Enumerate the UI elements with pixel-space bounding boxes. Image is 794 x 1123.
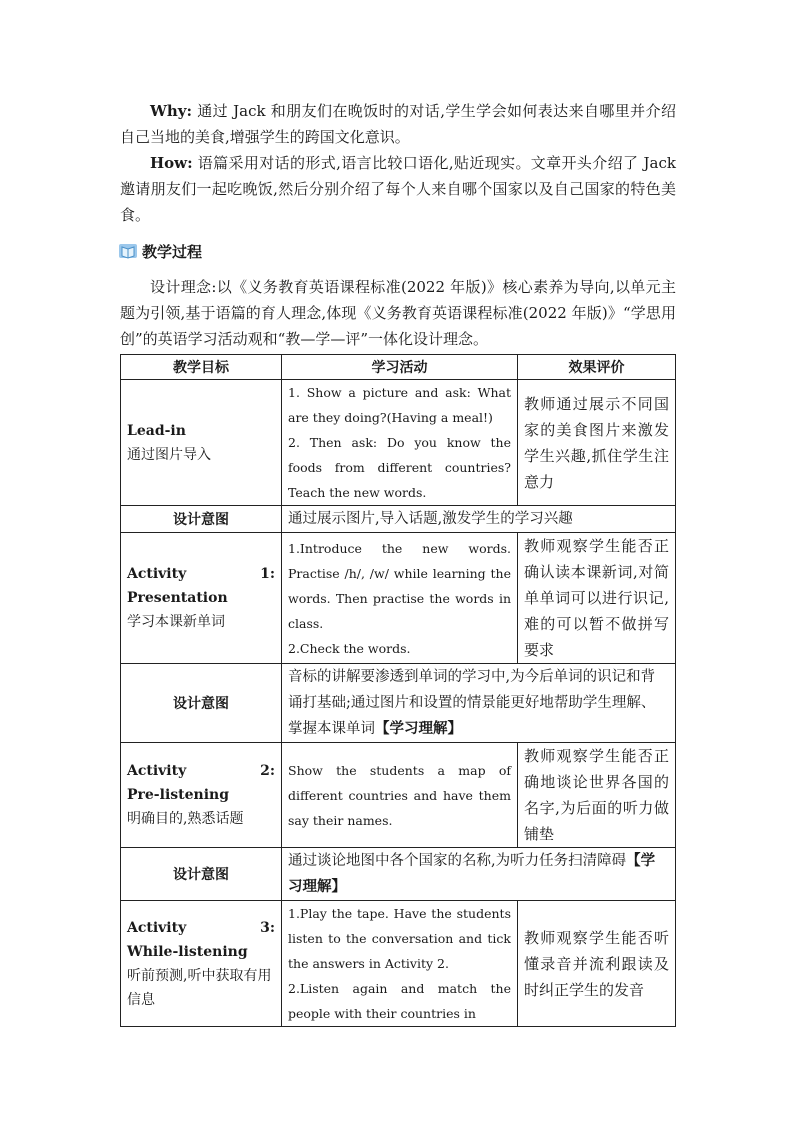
goal-zh: 通过图片导入 — [127, 446, 211, 463]
activity-cell — [282, 380, 518, 506]
table-row — [121, 380, 676, 506]
activity-step: 1. Show a picture and ask: What are they doing?(Having a meal!) — [288, 385, 511, 425]
activity-step: 1.Play the tape. Have the students listen to the conversation and tick the answers in Activity 2. — [288, 906, 511, 971]
activity-step: 2.Listen again and match the people with their countries in — [288, 981, 511, 1021]
design-tag: 【学习理解】 — [375, 720, 462, 737]
goal-num: 1: — [260, 566, 275, 582]
goal-activity: Activity — [127, 763, 187, 779]
design-text: 通过展示图片,导入话题,激发学生的学习兴趣 — [288, 511, 573, 527]
design-tag: 【学习理解】 — [288, 852, 656, 895]
goal-zh: 听前预测,听中获取有用信息 — [127, 967, 272, 1008]
why-paragraph — [120, 98, 676, 150]
header-activity: 学习活动 — [282, 355, 518, 380]
table-row — [121, 743, 676, 848]
table-row — [121, 848, 676, 901]
why-label: Why: — [150, 102, 193, 120]
design-label: 设计意图 — [121, 664, 282, 743]
book-icon — [118, 241, 138, 261]
lesson-plan-table — [120, 354, 676, 1027]
activity-cell — [282, 533, 518, 664]
goal-cell — [121, 380, 282, 506]
goal-en: Lead-in — [127, 422, 186, 439]
design-text: 通过谈论地图中各个国家的名称,为听力任务扫清障碍 — [288, 853, 627, 869]
header-goal: 教学目标 — [121, 355, 282, 380]
evaluation-cell: 教师观察学生能否听懂录音并流利跟读及时纠正学生的发音 — [518, 901, 676, 1027]
why-text: 通过 Jack 和朋友们在晚饭时的对话,学生学会如何表达来自哪里并介绍自己当地的美食,增强学生的跨国文化意识。 — [120, 102, 676, 146]
evaluation-cell: 教师观察学生能否正确地谈论世界各国的名字,为后面的听力做铺垫 — [518, 743, 676, 848]
goal-activity: Activity — [127, 919, 187, 936]
activity-step: 2. Then ask: Do you know the foods from different countries? Teach the new words. — [288, 435, 511, 500]
how-label: How: — [150, 154, 193, 172]
goal-zh: 明确目的,熟悉话题 — [127, 811, 244, 827]
design-label: 设计意图 — [121, 506, 282, 533]
section-title: 教学过程 — [142, 242, 203, 261]
table-row — [121, 664, 676, 743]
activity-cell — [282, 743, 518, 848]
activity-step: Show the students a map of different countries and have them say their names. — [288, 762, 511, 828]
activity-step: 1.Introduce the new words. Practise /h/, /w/ while learning the words. Then practise the words in class. — [288, 540, 511, 631]
goal-num: 2: — [260, 763, 275, 779]
header-evaluation: 效果评价 — [518, 355, 676, 380]
goal-activity: Activity — [127, 566, 187, 582]
goal-cell — [121, 901, 282, 1027]
goal-num: 3: — [260, 919, 275, 936]
table-row — [121, 901, 676, 1027]
design-cell — [282, 664, 676, 743]
how-paragraph — [120, 150, 676, 228]
goal-en: Pre-listening — [127, 787, 229, 803]
goal-en: While-listening — [127, 943, 248, 960]
activity-step: 2.Check the words. — [288, 640, 411, 656]
table-header-row — [121, 355, 676, 380]
evaluation-cell: 教师观察学生能否正确认读本课新词,对简单单词可以进行识记,难的可以暂不做拼写要求 — [518, 533, 676, 664]
activity-cell — [282, 901, 518, 1027]
design-cell — [282, 506, 676, 533]
table-row — [121, 533, 676, 664]
goal-cell — [121, 533, 282, 664]
design-text: 音标的讲解要渗透到单词的学习中,为今后单词的识记和背诵打基础;通过图片和设置的情景能更好地帮助学生理解、掌握本课单词 — [288, 669, 656, 737]
goal-zh: 学习本课新单词 — [127, 614, 225, 630]
evaluation-cell: 教师通过展示不同国家的美食图片来激发学生兴趣,抓住学生注意力 — [518, 380, 676, 506]
how-text: 语篇采用对话的形式,语言比较口语化,贴近现实。文章开头介绍了 Jack 邀请朋友们一起吃晚饭,然后分别介绍了每个人来自哪个国家以及自己国家的特色美食。 — [120, 154, 676, 224]
table-row — [121, 506, 676, 533]
goal-cell — [121, 743, 282, 848]
design-cell — [282, 848, 676, 901]
design-label: 设计意图 — [121, 848, 282, 901]
section-heading — [118, 238, 202, 264]
design-philosophy: 设计理念:以《义务教育英语课程标准(2022 年版)》核心素养为导向,以单元主题为引领,基于语篇的育人理念,体现《义务教育英语课程标准(2022 年版)》“学思用创”的英语学习活动观和“教—学—评”一体化设计理念。 — [120, 278, 676, 348]
goal-en: Presentation — [127, 590, 228, 606]
